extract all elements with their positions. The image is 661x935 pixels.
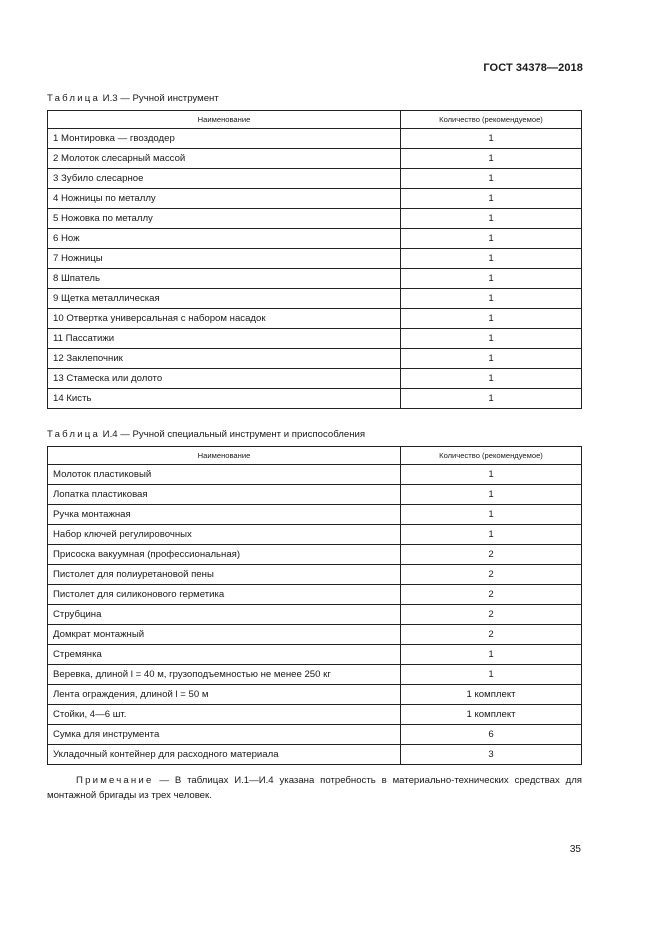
table-row <box>48 485 582 505</box>
item-name-cell: 1 Монтировка — гвоздодер <box>48 129 401 149</box>
quantity-cell: 1 <box>401 309 582 329</box>
table-row <box>48 229 582 249</box>
table-row <box>48 289 582 309</box>
table-i4-caption <box>47 429 365 440</box>
table-row <box>48 189 582 209</box>
item-name-cell: 10 Отвертка универсальная с набором насадок <box>48 309 401 329</box>
quantity-cell: 2 <box>401 545 582 565</box>
table-row <box>48 705 582 725</box>
item-name-cell: 11 Пассатижи <box>48 329 401 349</box>
item-name-cell: Сумка для инструмента <box>48 725 401 745</box>
table-row <box>48 349 582 369</box>
item-name-cell: 6 Нож <box>48 229 401 249</box>
quantity-cell: 2 <box>401 625 582 645</box>
table-row <box>48 665 582 685</box>
quantity-cell: 1 <box>401 229 582 249</box>
quantity-cell: 1 <box>401 525 582 545</box>
table-row <box>48 645 582 665</box>
item-name-cell: Присоска вакуумная (профессиональная) <box>48 545 401 565</box>
item-name-cell: Набор ключей регулировочных <box>48 525 401 545</box>
item-name-cell: 3 Зубило слесарное <box>48 169 401 189</box>
table-i3-caption <box>47 93 219 104</box>
table-row <box>48 685 582 705</box>
quantity-cell: 1 <box>401 349 582 369</box>
item-name-cell: Молоток пластиковый <box>48 465 401 485</box>
standard-header: ГОСТ 34378—2018 <box>483 62 583 74</box>
table-row <box>48 465 582 485</box>
table-row <box>48 129 582 149</box>
table-row <box>48 249 582 269</box>
quantity-cell: 1 <box>401 249 582 269</box>
table-i3 <box>47 110 582 409</box>
item-name-cell: 7 Ножницы <box>48 249 401 269</box>
item-name-cell: 14 Кисть <box>48 389 401 409</box>
table-row <box>48 149 582 169</box>
table-row <box>48 725 582 745</box>
quantity-cell: 1 комплект <box>401 685 582 705</box>
quantity-cell: 1 <box>401 289 582 309</box>
item-name-cell: 5 Ножовка по металлу <box>48 209 401 229</box>
note-text: — В таблицах И.1—И.4 указана потребность в материально-технических средствах для монтажной бригады из трех человек. <box>47 775 582 801</box>
table-row <box>48 545 582 565</box>
item-name-cell: 2 Молоток слесарный массой <box>48 149 401 169</box>
quantity-cell: 1 <box>401 485 582 505</box>
table-row <box>48 269 582 289</box>
item-name-cell: Стойки, 4—6 шт. <box>48 705 401 725</box>
item-name-cell: Стремянка <box>48 645 401 665</box>
table-row <box>48 329 582 349</box>
table-row <box>48 389 582 409</box>
table-row <box>48 525 582 545</box>
caption-text: И.4 — Ручной специальный инструмент и приспособления <box>100 429 366 440</box>
caption-text: И.3 — Ручной инструмент <box>100 93 219 104</box>
quantity-cell: 1 <box>401 269 582 289</box>
item-name-cell: 13 Стамеска или долото <box>48 369 401 389</box>
quantity-cell: 2 <box>401 565 582 585</box>
item-name-cell: Струбцина <box>48 605 401 625</box>
table-row <box>48 209 582 229</box>
item-name-cell: 12 Заклепочник <box>48 349 401 369</box>
item-name-cell: Веревка, длиной l = 40 м, грузоподъемностью не менее 250 кг <box>48 665 401 685</box>
quantity-cell: 2 <box>401 605 582 625</box>
page-number: 35 <box>569 844 581 855</box>
quantity-cell: 6 <box>401 725 582 745</box>
table-header-row <box>48 111 582 129</box>
item-name-cell: Лента ограждения, длиной l = 50 м <box>48 685 401 705</box>
item-name-cell: Домкрат монтажный <box>48 625 401 645</box>
caption-prefix: Таблица <box>47 429 101 440</box>
table-row <box>48 505 582 525</box>
table-row <box>48 585 582 605</box>
quantity-cell: 1 <box>401 369 582 389</box>
table-row <box>48 625 582 645</box>
note-paragraph <box>47 773 582 803</box>
note-label: Примечание <box>76 775 154 786</box>
item-name-cell: Пистолет для силиконового герметика <box>48 585 401 605</box>
column-header-quantity: Количество (рекомендуемое) <box>401 111 582 129</box>
table-row <box>48 745 582 765</box>
item-name-cell: Укладочный контейнер для расходного материала <box>48 745 401 765</box>
quantity-cell: 1 <box>401 169 582 189</box>
quantity-cell: 1 <box>401 209 582 229</box>
quantity-cell: 3 <box>401 745 582 765</box>
item-name-cell: Ручка монтажная <box>48 505 401 525</box>
item-name-cell: Лопатка пластиковая <box>48 485 401 505</box>
quantity-cell: 1 <box>401 665 582 685</box>
item-name-cell: 8 Шпатель <box>48 269 401 289</box>
table-row <box>48 169 582 189</box>
quantity-cell: 1 <box>401 505 582 525</box>
table-row <box>48 565 582 585</box>
quantity-cell: 1 <box>401 129 582 149</box>
quantity-cell: 1 комплект <box>401 705 582 725</box>
table-header-row <box>48 447 582 465</box>
table-row <box>48 369 582 389</box>
column-header-quantity: Количество (рекомендуемое) <box>401 447 582 465</box>
quantity-cell: 1 <box>401 329 582 349</box>
table-row <box>48 309 582 329</box>
item-name-cell: 9 Щетка металлическая <box>48 289 401 309</box>
quantity-cell: 1 <box>401 465 582 485</box>
item-name-cell: 4 Ножницы по металлу <box>48 189 401 209</box>
quantity-cell: 1 <box>401 149 582 169</box>
column-header-name: Наименование <box>48 111 401 129</box>
quantity-cell: 1 <box>401 189 582 209</box>
table-row <box>48 605 582 625</box>
quantity-cell: 1 <box>401 389 582 409</box>
quantity-cell: 2 <box>401 585 582 605</box>
table-i4 <box>47 446 582 765</box>
item-name-cell: Пистолет для полиуретановой пены <box>48 565 401 585</box>
quantity-cell: 1 <box>401 645 582 665</box>
caption-prefix: Таблица <box>47 93 101 104</box>
column-header-name: Наименование <box>48 447 401 465</box>
